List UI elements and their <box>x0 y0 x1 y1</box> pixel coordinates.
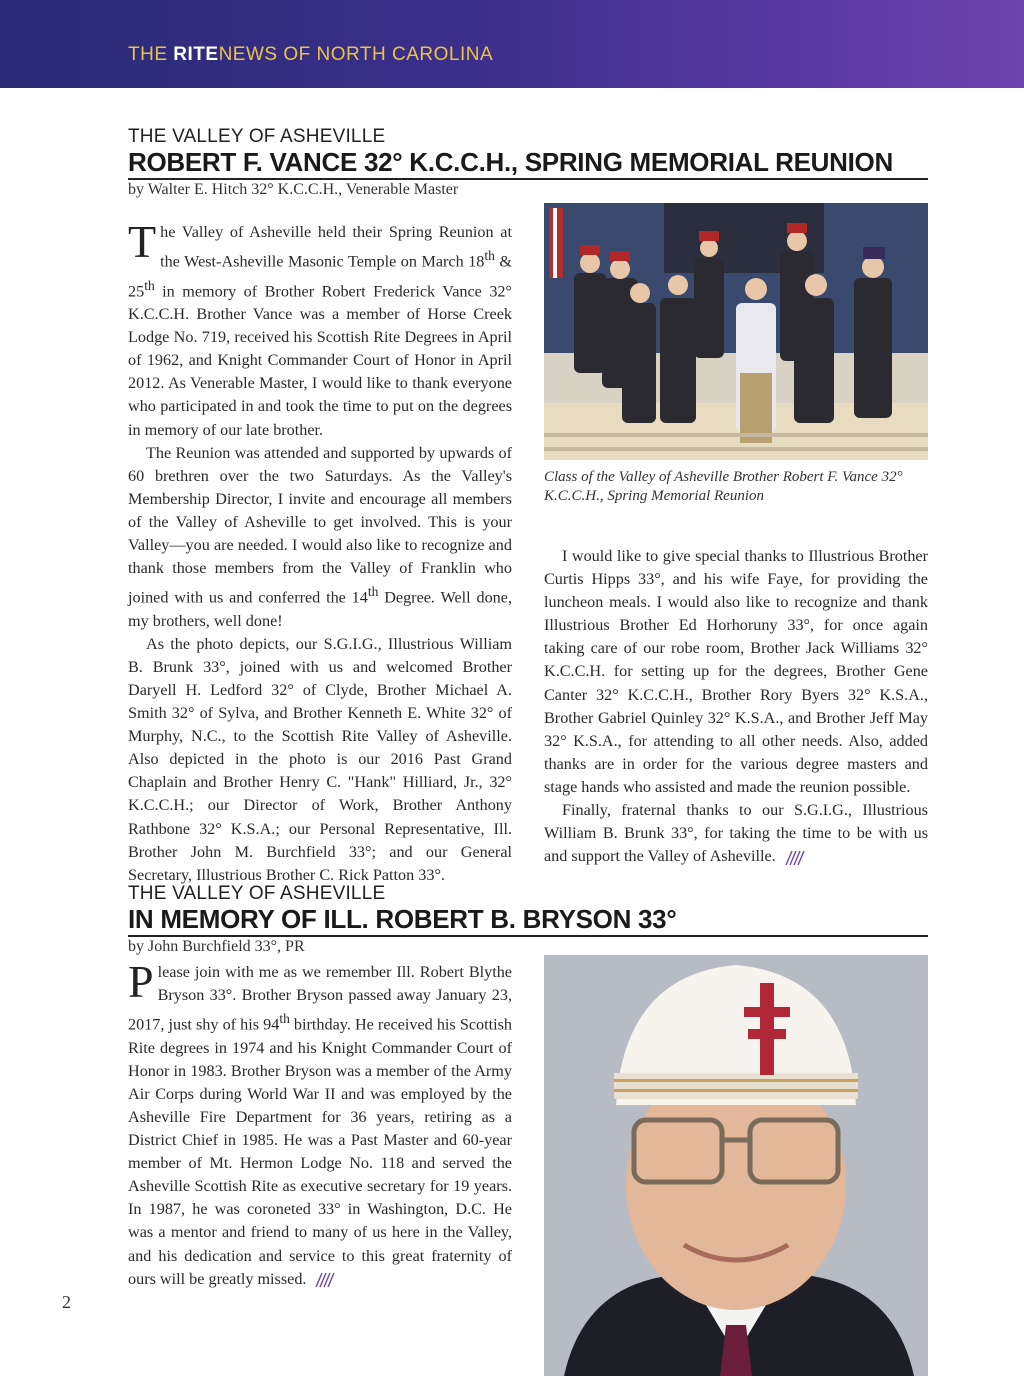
title-prefix: THE <box>128 44 174 65</box>
article1-byline: by Walter E. Hitch 32° K.C.C.H., Venerable Master <box>128 181 459 198</box>
dropcap: T <box>128 216 157 267</box>
article1-column-left <box>128 216 512 887</box>
title-bold: RITE <box>173 44 219 65</box>
publication-title <box>128 44 493 66</box>
dropcap: P <box>128 956 154 1007</box>
article1-paragraph-1: The Valley of Asheville held their Spring Reunion at the West-Asheville Masonic Temple on March 18th & 25th in memory of Brother Robert Frederick Vance 32° K.C.C.H. Brother Vance was a member of Horse Creek Lodge No. 719, received his Scottish Rite Degrees in April of 1962, and Knight Commander Court of Honor in April 2012. As Venerable Master, I would like to thank everyone who participated in and took the time to put on the degrees in memory of our late brother. <box>128 216 512 439</box>
article1-paragraph-5: Finally, fraternal thanks to our S.G.I.G., Illustrious William B. Brunk 33°, for taking the time to be with us and support the Valley of Asheville. <box>544 801 928 866</box>
article2-headline: IN MEMORY OF ILL. ROBERT B. BRYSON 33° <box>128 904 928 937</box>
article2-paragraph-1: Please join with me as we remember Ill. Robert Blythe Bryson 33°. Brother Bryson passed away January 23, 2017, just shy of his 94th birthday. He received his Scottish Rite degrees in 1974 and his Knight Commander Court of Honor in 1983. Brother Bryson was a member of the Army Air Corps during World War II and was employed by the Asheville Fire Department for 36 years, retiring as a District Chief in 1985. He was a Past Master and 60-year member of Mt. Hermon Lodge No. 118 and served the Asheville Scottish Rite as executive secretary for 19 years. In 1987, he was coroneted 33° in Washington, D.C. He was a mentor and friend to many of us here in the Valley, and his dedication and service to this great fraternity of ours will be greatly missed. <box>128 956 512 1288</box>
article1-paragraph-4: I would like to give special thanks to Illustrious Brother Curtis Hipps 33°, and his wife Faye, for providing the luncheon meals. I would also like to recognize and thank Illustrious Brother Ed Horhoruny 33°, for once again taking care of our robe room, Brother Jack Williams 32° K.C.C.H. for setting up for the degrees, Brother Gene Canter 32° K.C.C.H., Brother Rory Byers 32° K.S.A., Brother Gabriel Quinley 32° K.S.A., and Brother Jeff May 32° K.S.A., for attending to all other needs. Also, added thanks are in order for the various degree masters and stage hands who assisted and made the reunion possible. <box>544 547 928 796</box>
article1-paragraph-3: As the photo depicts, our S.G.I.G., Illustrious William B. Brunk 33°, joined with us and welcomed Brother Daryell H. Ledford 32° of Clyde, Brother Michael A. Smith 32° of Sylva, and Brother Kenneth E. White 32° of Murphy, N.C., to the Scottish Rite Valley of Asheville. Also depicted in the photo is our 2016 Past Grand Chaplain and Brother Henry C. "Hank" Hilliard, Jr., 32° K.C.C.H.; our Director of Work, Brother Anthony Rathbone 32° K.S.A.; our Personal Representative, Ill. Brother John M. Burchfield 33°; and our General Secretary, Illustrious Brother C. Rick Patton 33°. <box>128 634 512 884</box>
article1-headline: ROBERT F. VANCE 32° K.C.C.H., SPRING MEMORIAL REUNION <box>128 147 928 180</box>
portrait-photo <box>544 955 928 1376</box>
article2-kicker: THE VALLEY OF ASHEVILLE <box>128 883 386 904</box>
group-photo-illustration <box>544 203 928 460</box>
title-suffix: NEWS OF NORTH CAROLINA <box>218 44 494 65</box>
article2-byline: by John Burchfield 33°, PR <box>128 938 305 955</box>
group-photo <box>544 203 928 460</box>
end-mark-icon <box>784 850 806 866</box>
article1-column-right <box>544 545 928 868</box>
portrait-illustration <box>544 955 928 1376</box>
end-mark-icon <box>314 1272 336 1288</box>
article2-column <box>128 956 512 1291</box>
article1-paragraph-2: The Reunion was attended and supported by upwards of 60 brethren over the two Saturdays. As the Valley's Membership Director, I invite and encourage all members of the Valley of Asheville to get involved. This is your Valley—you are needed. I would also like to recognize and thank those members from the Valley of Franklin who joined with us and conferred the 14th Degree. Well done, my brothers, well done! <box>128 443 512 630</box>
photo-caption: Class of the Valley of Asheville Brother Robert F. Vance 32° K.C.C.H., Spring Memorial Reunion <box>544 469 903 504</box>
header-banner <box>0 0 1024 88</box>
article1-kicker: THE VALLEY OF ASHEVILLE <box>128 126 386 147</box>
page-number: 2 <box>62 1292 71 1312</box>
